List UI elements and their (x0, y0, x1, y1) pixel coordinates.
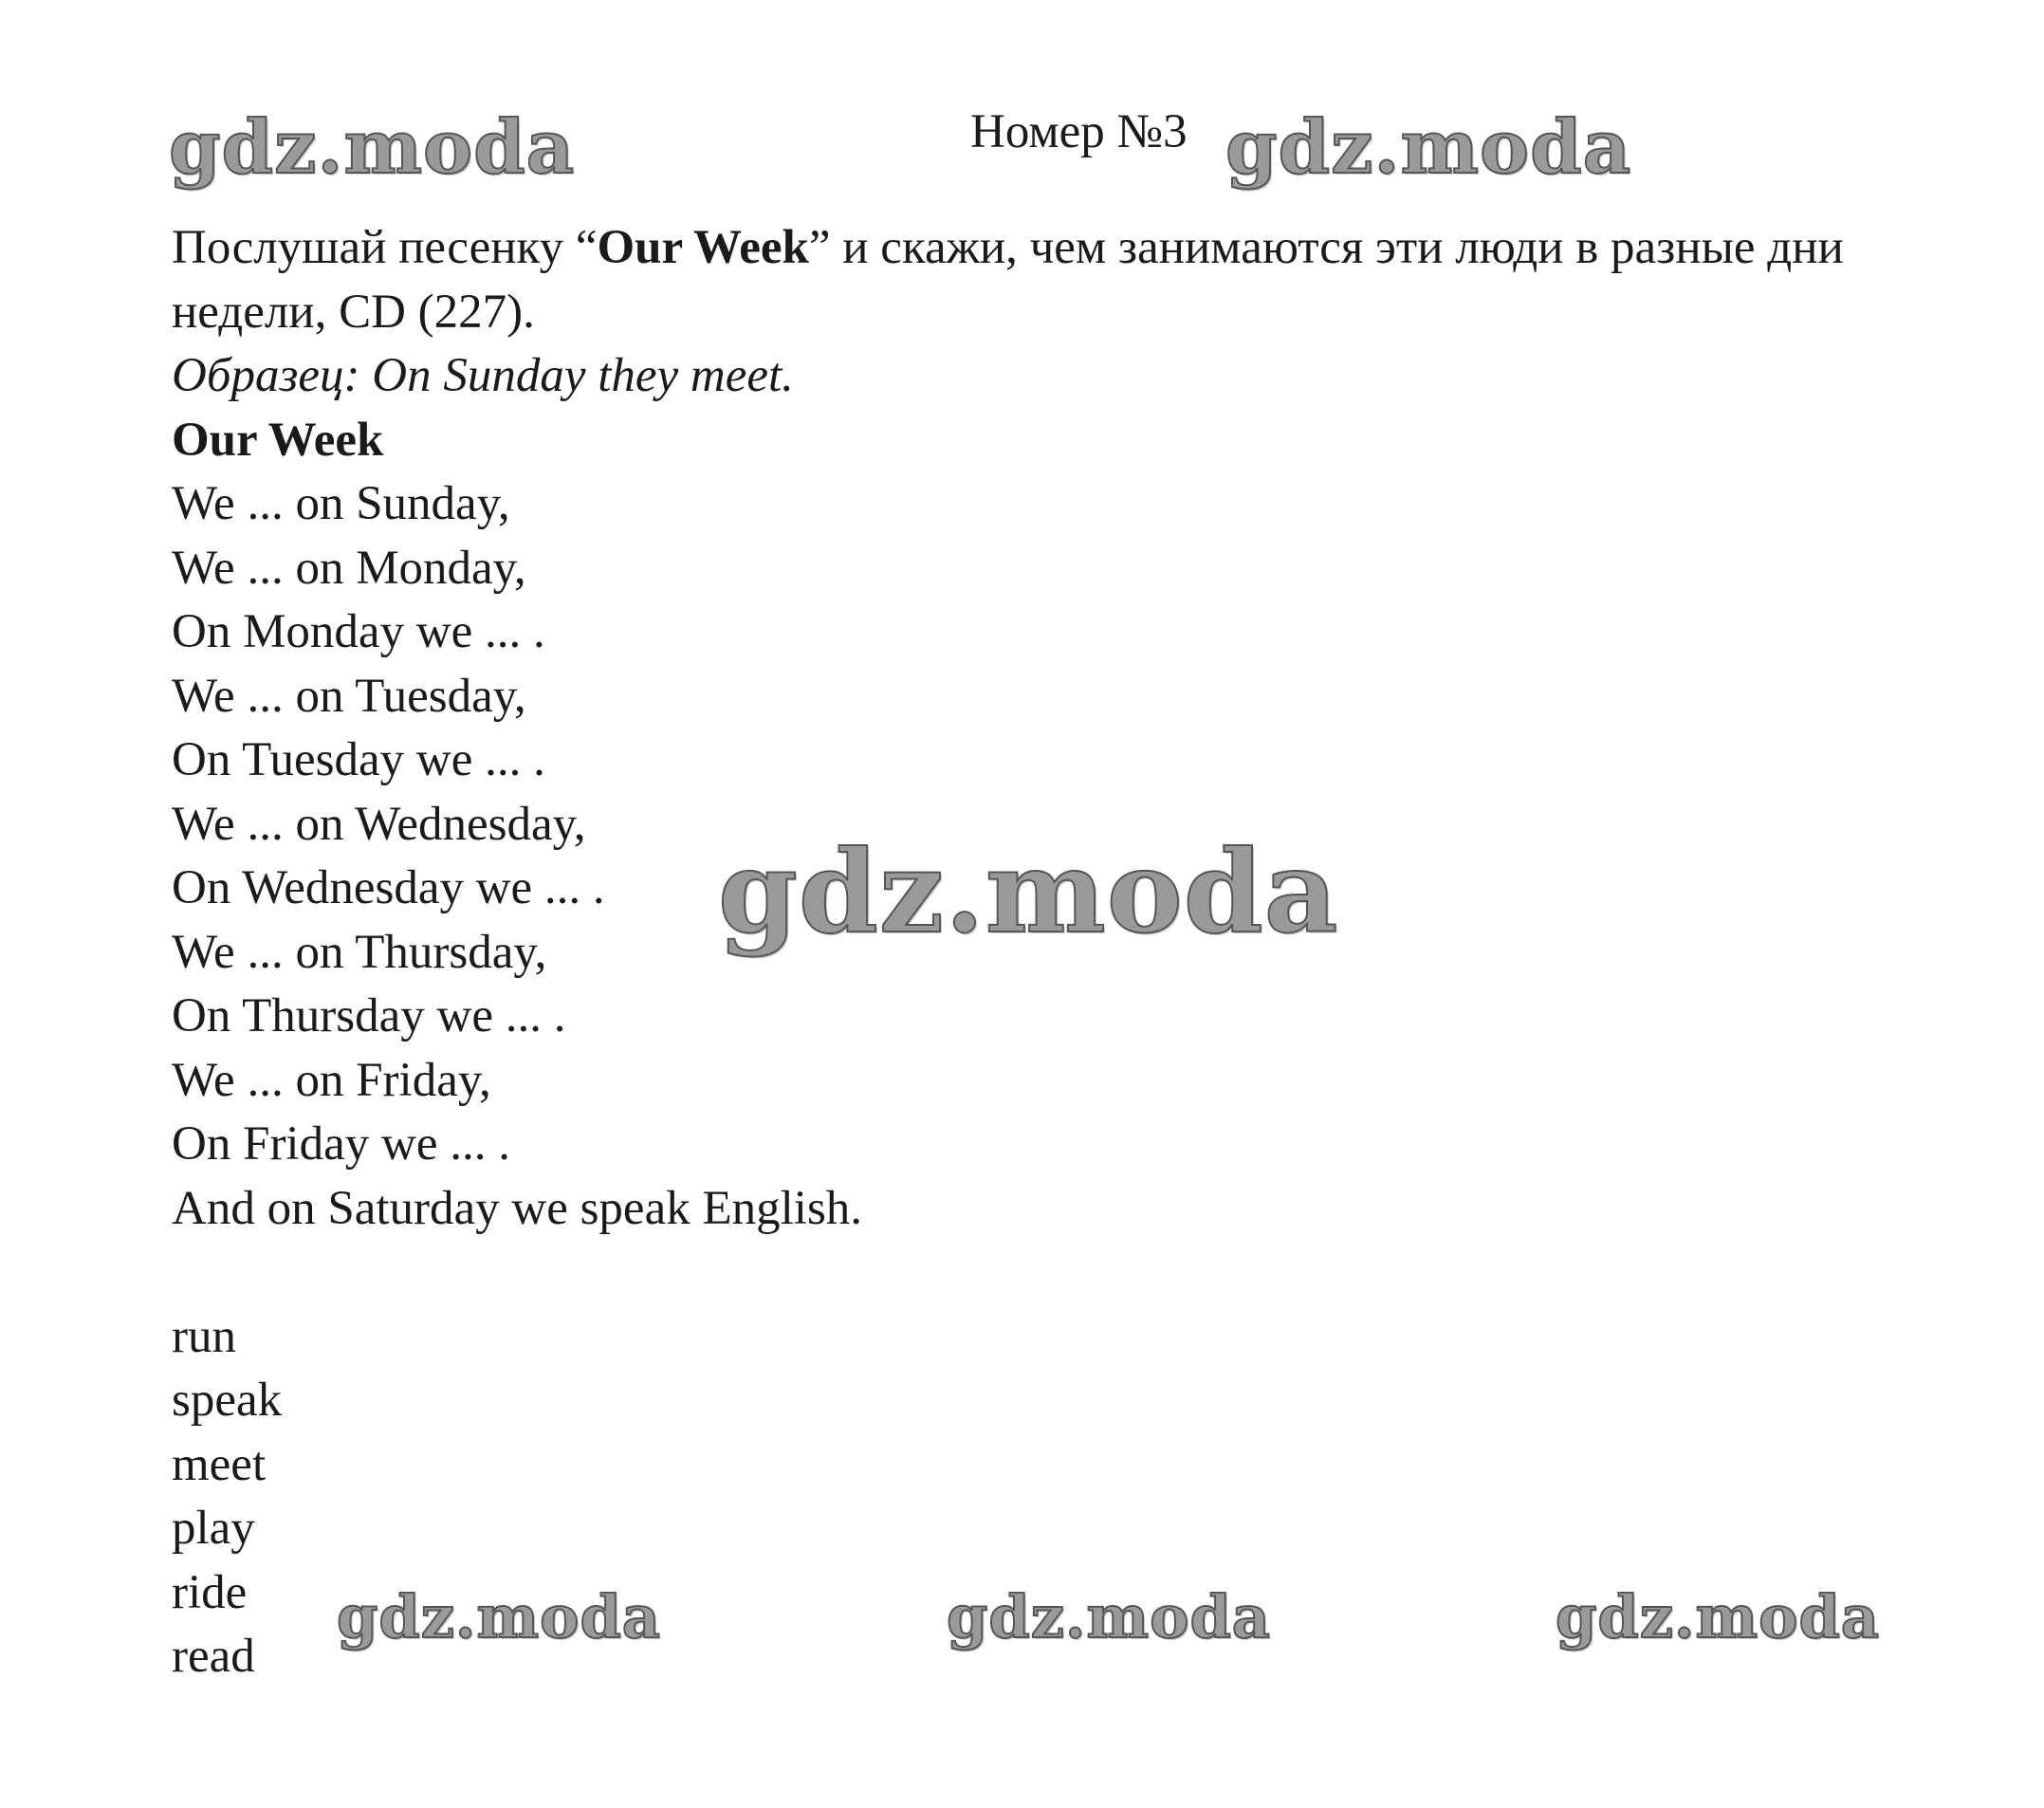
spacer (172, 1241, 1898, 1305)
task-intro-after: ” и скажи, чем занимаются эти люди в разные дни недели, CD (227). (172, 221, 1844, 339)
word-list-item-3: meet (172, 1437, 267, 1491)
watermark-logo: gdz.moda (1556, 1582, 1880, 1651)
task-intro-before: Послушай песенку “ (172, 221, 598, 274)
task-example: Образец: On Sunday they meet. (172, 349, 794, 402)
word-list-item-1: run (172, 1309, 236, 1363)
song-line-6: We ... on Wednesday, (172, 797, 586, 851)
watermark-logo: gdz.moda (718, 825, 1339, 959)
song-line-4: We ... on Tuesday, (172, 669, 526, 723)
song-line-1: We ... on Sunday, (172, 477, 510, 530)
task-instruction (172, 216, 1879, 344)
song-title: Our Week (172, 413, 384, 467)
song-line-7: On Wednesday we ... . (172, 861, 605, 914)
song-line-9: On Thursday we ... . (172, 989, 566, 1042)
watermark-logo: gdz.moda (169, 104, 576, 191)
word-list-item-2: speak (172, 1374, 283, 1427)
word-list-item-6: read (172, 1630, 255, 1683)
word-list-item-4: play (172, 1502, 255, 1555)
song-line-12: And on Saturday we speak English. (172, 1181, 863, 1235)
song-line-3: On Monday we ... . (172, 605, 545, 658)
watermark-logo: gdz.moda (337, 1582, 661, 1651)
song-line-2: We ... on Monday, (172, 541, 526, 595)
watermark-logo: gdz.moda (947, 1582, 1271, 1651)
task-song-name: Our Week (597, 221, 809, 274)
song-line-5: On Tuesday we ... . (172, 733, 545, 786)
song-line-10: We ... on Friday, (172, 1053, 491, 1107)
watermark-logo: gdz.moda (1225, 104, 1632, 191)
word-list-item-5: ride (172, 1565, 248, 1619)
song-line-8: We ... on Thursday, (172, 925, 547, 979)
exercise-number-title: Номер №3 (970, 105, 1188, 158)
song-line-11: On Friday we ... . (172, 1117, 510, 1171)
